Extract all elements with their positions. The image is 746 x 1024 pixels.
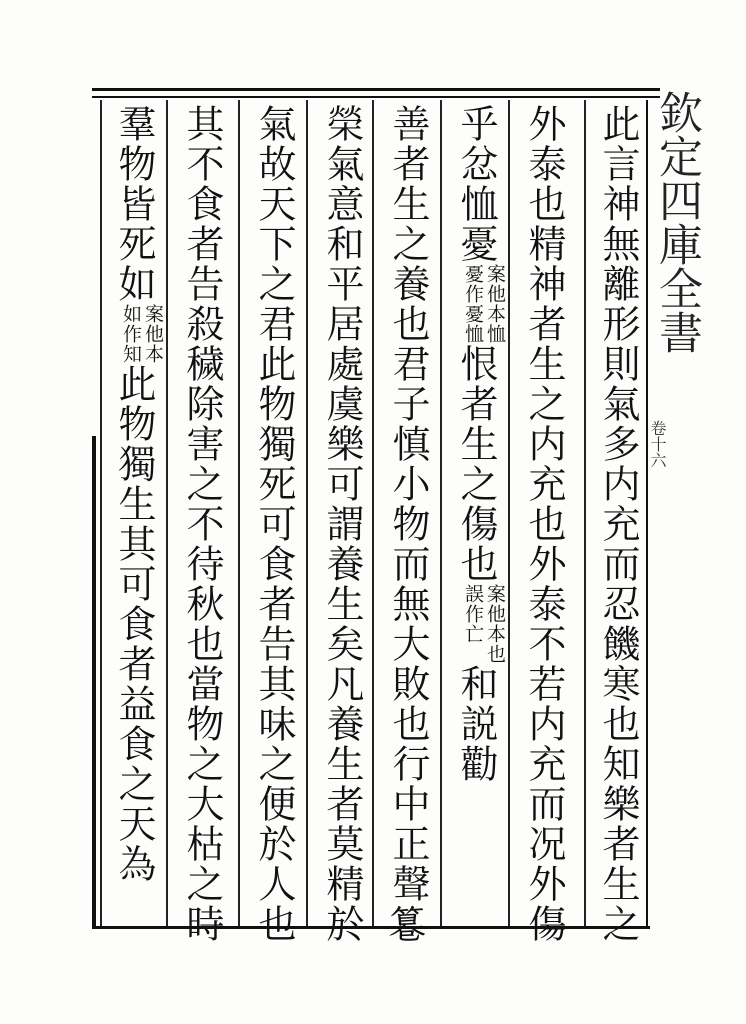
side-tab — [648, 90, 702, 420]
frame-bottom-rule — [92, 926, 650, 929]
column-text: 其不食者告殺穢除害之不待秋也當物之大枯之時 — [180, 104, 224, 944]
side-tab-title: 欽定四庫全書 — [651, 90, 702, 354]
column-text: 氣故天下之君此物獨死可食者告其味之便於人也 — [252, 104, 296, 944]
column-divider — [306, 100, 308, 926]
frame-top-rule — [92, 88, 660, 91]
annotation-line: 誤作亡 — [462, 584, 484, 644]
column-text: 榮氣意和平居處虞樂可謂養生矣凡養生者莫精於 — [320, 104, 364, 944]
column-text: 恨者生之傷也 — [454, 344, 498, 584]
column-text: 和説勸 — [454, 664, 498, 784]
frame-left-rule — [92, 436, 96, 928]
column-divider — [440, 100, 442, 926]
text-column-4 — [378, 104, 438, 944]
text-column-5 — [312, 104, 372, 944]
column-divider — [372, 100, 374, 926]
column-text: 善者生之養也君子慎小物而無大敗也行中正聲𥲻 — [386, 104, 430, 944]
text-column-1 — [588, 104, 648, 944]
annotation — [120, 304, 164, 364]
text-column-8 — [104, 104, 164, 924]
column-divider — [584, 100, 586, 926]
column-text: 羣物皆死如 — [112, 104, 156, 304]
annotation-line: 憂作憂恤 — [462, 264, 484, 344]
annotation-line: 如作知 — [120, 304, 142, 364]
annotation-line: 案他本 — [142, 304, 164, 364]
column-text: 乎忿恤憂 — [454, 104, 498, 264]
text-column-7 — [172, 104, 232, 944]
annotation — [462, 584, 506, 664]
column-text: 此物獨生其可食者益食之天為 — [112, 364, 156, 884]
column-divider — [166, 100, 168, 926]
column-text: 此言神無離形則氣多内充而忍饑寒也知樂者生之 — [596, 104, 640, 944]
frame-top-inner-rule — [92, 96, 660, 98]
text-column-6 — [244, 104, 304, 944]
text-column-2 — [514, 104, 574, 944]
column-divider — [100, 100, 102, 926]
annotation-line: 案他本也 — [484, 584, 506, 664]
annotation — [462, 264, 506, 344]
annotation-line: 案他本恤 — [484, 264, 506, 344]
column-divider — [238, 100, 240, 926]
column-divider — [508, 100, 510, 926]
column-text: 外泰也精神者生之内充也外泰不若内充而况外傷 — [522, 104, 566, 944]
text-column-3 — [446, 104, 506, 924]
side-tab-volume: 卷十六 — [648, 420, 667, 468]
